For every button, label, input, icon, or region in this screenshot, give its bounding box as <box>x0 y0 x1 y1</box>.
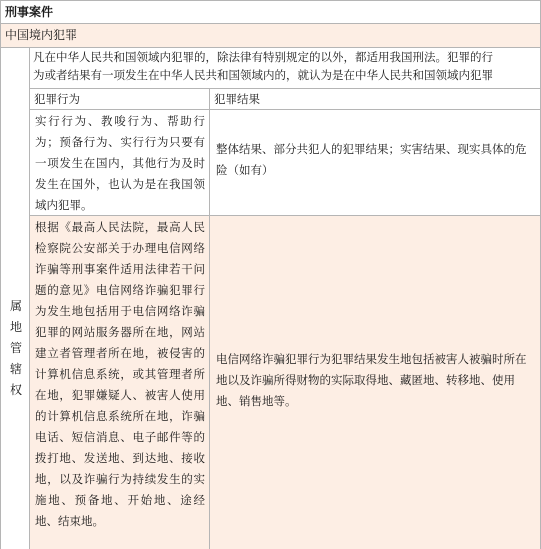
row-2-act-cell: 根据《最高人民法院，最高人民检察院公安部关于办理电信网络诈骗等刑事案件适用法律若干问题的意见》电信网络诈骗犯罪行为发生地包括用于电信网络诈骗犯罪的网站服务器所在地，网站建立者管理者所在地，被侵害的计算机信息系统，或其管理者所在地，犯罪嫌疑人、被害人使用的计算机信息系统所在地，诈骗电话、短信消息、电子邮件等的拨打地、发送地、到达地、接收地，以及诈骗行为持续发生的实施地、预备地、开始地、途经地、结束地。 <box>30 216 210 549</box>
side-char: 辖 <box>9 362 22 376</box>
intro-line: 凡在中华人民共和国领域内犯罪的，除法律有特别规定的以外，都适用我国刑法。犯罪的行 <box>33 50 493 64</box>
column-header-act: 犯罪行为 <box>30 89 210 110</box>
intro-paragraph <box>30 48 541 89</box>
territorial-jurisdiction-label <box>1 296 31 401</box>
intro-line: 为或者结果有一项发生在中华人民共和国领域内的，就认为是在中华人民共和国领域内犯罪 <box>33 68 493 82</box>
side-char: 地 <box>9 320 22 334</box>
side-char: 属 <box>9 299 22 313</box>
side-char: 权 <box>9 383 22 397</box>
row-1-act-cell: 实行行为、教唆行为、帮助行为；预备行为、实行行为只要有一项发生在国内，其他行为及时发生在国外，也认为是在我国领域内犯罪。 <box>30 110 210 216</box>
side-char: 管 <box>9 341 22 355</box>
row-2-result-cell: 电信网络诈骗犯罪行为犯罪结果发生地包括被害人被骗时所在地以及诈骗所得财物的实际取得地、藏匿地、转移地、使用地、销售地等。 <box>210 216 541 549</box>
side-label-cell <box>0 48 30 549</box>
table-title: 刑事案件 <box>0 0 541 24</box>
column-header-result: 犯罪结果 <box>210 89 541 110</box>
row-1-result-cell: 整体结果、部分共犯人的犯罪结果；实害结果、现实具体的危险（如有） <box>210 110 541 216</box>
section-heading: 中国境内犯罪 <box>0 24 541 48</box>
